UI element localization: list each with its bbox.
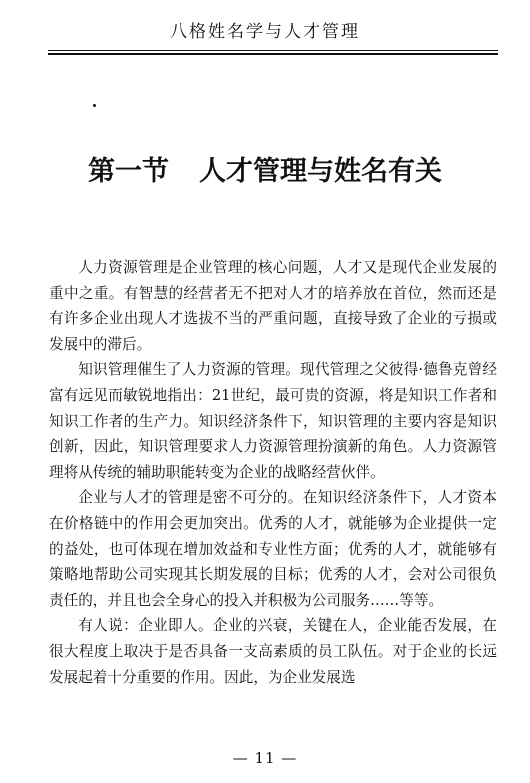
body-text bbox=[49, 255, 497, 690]
page-number: — 11 — bbox=[232, 749, 298, 767]
print-speck-dot bbox=[93, 104, 96, 107]
section-title bbox=[0, 155, 530, 189]
section-heading: 人才管理与姓名有关 bbox=[199, 156, 442, 187]
running-header: 八格姓名学与人才管理 bbox=[170, 22, 360, 42]
paragraph-1: 人力资源管理是企业管理的核心问题，人才又是现代企业发展的重中之重。有智慧的经营者无不把对人才的培养放在首位，然而还是有许多企业出现人才选拔不当的严重问题，直接导致了企业的亏损或发展中的滞后。 bbox=[49, 259, 497, 353]
paragraph-3: 企业与人才的管理是密不可分的。在知识经济条件下，人才资本在价格链中的作用会更加突出。优秀的人才，就能够为企业提供一定的益处，也可体现在增加效益和专业性方面；优秀的人才，就能够有策略地帮助公司实现其长期发展的目标；优秀的人才，会对公司很负责任的，并且也会全身心的投入并积极为公司服务……等等。 bbox=[49, 489, 497, 609]
section-number: 第一节 bbox=[88, 156, 169, 187]
header-rule-thin bbox=[48, 50, 498, 51]
paragraph-4: 有人说：企业即人。企业的兴衰，关键在人，企业能否发展，在很大程度上取决于是否具备一支高素质的员工队伍。对于企业的长远发展起着十分重要的作用。因此，为企业发展选 bbox=[49, 617, 497, 686]
paragraph-2: 知识管理催生了人力资源的管理。现代管理之父彼得·德鲁克曾经富有远见而敏锐地指出：21世纪，最可贵的资源，将是知识工作者和知识工作者的生产力。知识经济条件下，知识管理的主要内容是知识创新，因此，知识管理要求人力资源管理扮演新的角色。人力资源管理将从传统的辅助职能转变为企业的战略经营伙伴。 bbox=[49, 361, 497, 481]
header-rule-thick bbox=[48, 53, 498, 55]
